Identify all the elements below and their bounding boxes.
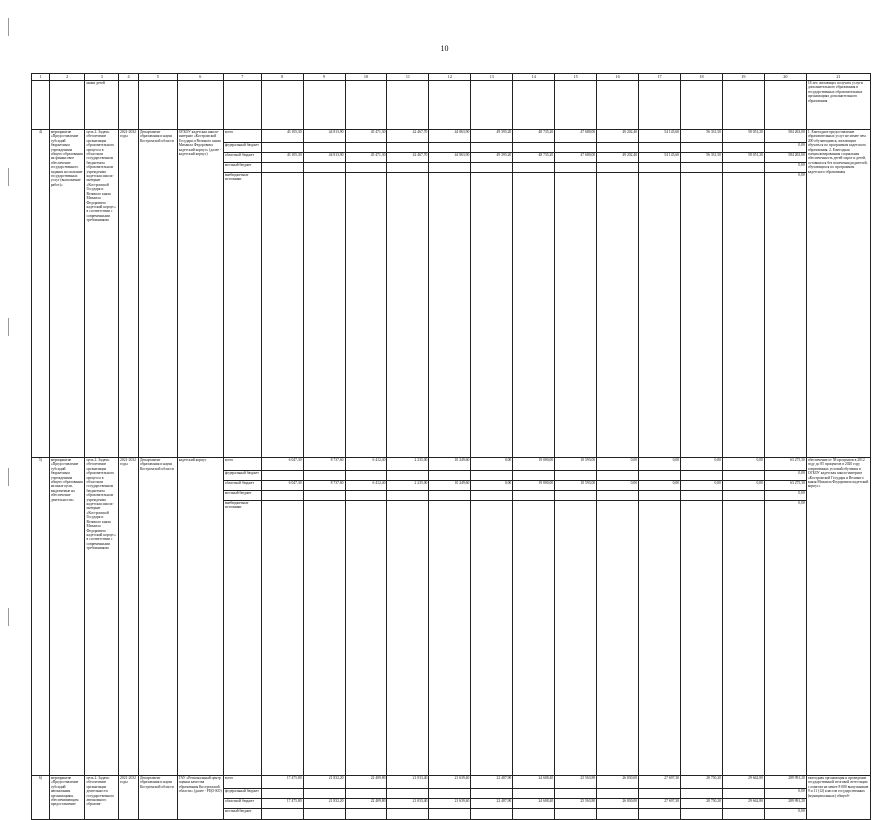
amount-cell (597, 143, 639, 153)
funding-source: всего (223, 458, 261, 471)
amount-cell: 6 047,30 (261, 458, 303, 471)
amount-cell (429, 173, 471, 458)
amount-cell: 0,00 (681, 481, 723, 491)
amount-cell (722, 471, 764, 481)
amount-cell: 21 639,40 (429, 776, 471, 789)
amount-cell (387, 163, 429, 173)
amount-cell: 0,00 (639, 481, 681, 491)
column-number: 13 (471, 74, 513, 81)
amount-cell (387, 501, 429, 776)
amount-cell: 56 331,50 (681, 153, 723, 163)
funding-source: всего (223, 130, 261, 143)
amount-cell (555, 491, 597, 501)
funding-source: местный бюджет (223, 163, 261, 173)
column-number: 6 (177, 74, 223, 81)
expected-result-cell: 1. Ежегодное предоставление образовательных услуг не менее чем 200 обучающимся, желающим обучаться по программам кадетского образования. 2. Ежегодная специализированная социальная обеспеченность детей-сирот и детей, оставшихся без попечения родителей, обучающихся по программам кадетского образования (806, 130, 870, 458)
amount-cell (639, 143, 681, 153)
amount-cell (513, 501, 555, 776)
amount-cell: 58 051,20 (722, 130, 764, 143)
amount-cell: 2 235,00 (387, 481, 429, 491)
column-number: 4 (119, 74, 139, 81)
funding-source: областной бюджет (223, 481, 261, 491)
amount-cell (639, 789, 681, 799)
amount-cell (513, 809, 555, 820)
amount-cell: 42 467,70 (387, 153, 429, 163)
amount-cell: 22 409,80 (345, 776, 387, 789)
amount-cell: 54 145,60 (639, 153, 681, 163)
amount-cell (429, 809, 471, 820)
amount-cell: 0,00 (597, 458, 639, 471)
amount-cell: 54 145,60 (639, 130, 681, 143)
expected-result-cell: ежегодная организация и проведение государственной итоговой аттестации с охватом не менее 8 000 выпускников 9 и 11 (12) классов государственных (муниципальных) общеоб- (806, 776, 870, 820)
result-cell: 18 лет, желающих получать услуги дополнительного образования в государственных образовательных организациях дополнительного образования (806, 81, 870, 130)
amount-cell: 21 832,20 (303, 776, 345, 789)
amount-cell (681, 501, 723, 776)
amount-cell (261, 809, 303, 820)
amount-cell (471, 809, 513, 820)
table-row (32, 458, 871, 471)
margin-mark (8, 168, 9, 186)
column-number: 10 (345, 74, 387, 81)
amount-cell (303, 809, 345, 820)
amount-cell (555, 471, 597, 481)
column-number: 14 (513, 74, 555, 81)
margin-mark (8, 468, 9, 486)
column-number: 7 (223, 74, 261, 81)
amount-cell (429, 163, 471, 173)
amount-cell: 21 033,40 (387, 799, 429, 809)
amount-cell: 26 830,00 (597, 776, 639, 789)
amount-cell: 47 680,00 (555, 153, 597, 163)
amount-cell: 49 202,40 (597, 153, 639, 163)
task-text-cell: цель 2. Задача: обеспечение организации деятельности государственного автономного образова- (85, 776, 119, 820)
amount-cell: 10 593,00 (555, 481, 597, 491)
amount-cell: 6 412,40 (345, 458, 387, 471)
amount-cell: 49 202,40 (597, 130, 639, 143)
amount-cell (513, 471, 555, 481)
amount-cell: 44 813,90 (303, 130, 345, 143)
amount-cell: 28 750,20 (681, 799, 723, 809)
amount-cell: 49 395,20 (471, 130, 513, 143)
amount-cell (597, 163, 639, 173)
column-number: 3 (85, 74, 119, 81)
amount-cell: 0,00 (764, 143, 806, 153)
amount-cell (722, 491, 764, 501)
amount-cell (681, 173, 723, 458)
amount-cell: 45 471,30 (345, 153, 387, 163)
amount-cell (303, 163, 345, 173)
amount-cell: 8 737,60 (303, 458, 345, 471)
funding-source: федеральный бюджет (223, 789, 261, 799)
amount-cell (261, 471, 303, 481)
column-number: 18 (681, 74, 723, 81)
program-table (31, 73, 871, 820)
amount-cell: 29 662,80 (722, 799, 764, 809)
amount-cell (597, 173, 639, 458)
amount-cell (722, 163, 764, 173)
amount-cell: 0,00 (471, 481, 513, 491)
amount-cell (681, 789, 723, 799)
amount-cell (471, 501, 513, 776)
amount-cell: 58 051,20 (722, 153, 764, 163)
amount-cell (555, 789, 597, 799)
amount-cell: 47 680,00 (555, 130, 597, 143)
amount-cell (387, 173, 429, 458)
amount-cell: 0,00 (764, 163, 806, 173)
column-number: 20 (764, 74, 806, 81)
funding-source: федеральный бюджет (223, 143, 261, 153)
amount-cell (387, 809, 429, 820)
amount-cell (722, 143, 764, 153)
column-number: 8 (261, 74, 303, 81)
amount-cell (681, 471, 723, 481)
amount-cell (513, 163, 555, 173)
executor-cell: кадетский корпус (177, 458, 223, 776)
amount-cell: 56 331,50 (681, 130, 723, 143)
funding-source: местный бюджет (223, 491, 261, 501)
amount-cell: 0,00 (764, 789, 806, 799)
amount-cell: 63 275,30 (764, 481, 806, 491)
amount-cell (471, 143, 513, 153)
amount-cell: 584 263,00 (764, 130, 806, 143)
task-text-cell: цель 2. Задача: обеспечение организации образовательного процесса в областном государственном бюджетном образовательном учреждении кадетская школа-интернат «Костромской Государя и Великого князя Михаила Федоровича кадетский корпус» в соответствии с современными требованиями (85, 130, 119, 458)
amount-cell: 0,00 (722, 458, 764, 471)
amount-cell: 8 737,60 (303, 481, 345, 491)
amount-cell (429, 471, 471, 481)
amount-cell: 19 000,00 (513, 481, 555, 491)
amount-cell (471, 173, 513, 458)
amount-cell (722, 809, 764, 820)
column-number-row (32, 74, 871, 81)
amount-cell: 0,00 (764, 173, 806, 458)
amount-cell: 24 608,40 (513, 776, 555, 789)
amount-cell (429, 491, 471, 501)
column-number: 5 (138, 74, 177, 81)
amount-cell: 0,00 (471, 458, 513, 471)
column-number: 11 (387, 74, 429, 81)
amount-cell (513, 789, 555, 799)
amount-cell: 25 563,80 (555, 776, 597, 789)
amount-cell: 0,00 (764, 491, 806, 501)
executor-cell: ОГБОУ кадетская школа-интернат «Костромской Государя и Великого князя Михаила Федоровича кадетский корпус» (далее - кадетский корпус) (177, 130, 223, 458)
amount-cell (471, 491, 513, 501)
amount-cell (597, 789, 639, 799)
margin-mark (8, 608, 9, 626)
column-number: 9 (303, 74, 345, 81)
amount-cell (722, 173, 764, 458)
amount-cell (681, 143, 723, 153)
amount-cell: 10 593,00 (555, 458, 597, 471)
amount-cell (429, 501, 471, 776)
amount-cell: 17 475,80 (261, 776, 303, 789)
amount-cell (597, 471, 639, 481)
amount-cell (513, 173, 555, 458)
amount-cell: 21 832,20 (303, 799, 345, 809)
amount-cell: 10 249,60 (429, 481, 471, 491)
amount-cell: 24 608,40 (513, 799, 555, 809)
amount-cell: 48 735,20 (513, 153, 555, 163)
amount-cell (387, 143, 429, 153)
column-number: 12 (429, 74, 471, 81)
amount-cell (639, 491, 681, 501)
amount-cell: 29 662,80 (722, 776, 764, 789)
amount-cell (681, 163, 723, 173)
amount-cell (261, 173, 303, 458)
amount-cell: 22 487,90 (471, 799, 513, 809)
amount-cell (555, 143, 597, 153)
amount-cell: 10 249,60 (429, 458, 471, 471)
amount-cell: 0,00 (597, 481, 639, 491)
amount-cell: 63 275,30 (764, 458, 806, 471)
executor-cell: ГАУ «Региональный центр оценки качества образования Костромской области» (далее - РЦО-КО) (177, 776, 223, 820)
amount-cell: 0,00 (639, 458, 681, 471)
amount-cell: 21 639,40 (429, 799, 471, 809)
event-name-cell: мероприятие «Предоставление субсидий бюджетным учреждениям общего образования на финансовое обеспечение государственного задания на оказание государственных услуг (выполнение работ)» (49, 130, 85, 458)
amount-cell (345, 471, 387, 481)
amount-cell: 289 991,20 (764, 776, 806, 789)
amount-cell (722, 501, 764, 776)
amount-cell (555, 163, 597, 173)
column-number: 19 (722, 74, 764, 81)
amount-cell: 6 412,40 (345, 481, 387, 491)
table-row (32, 776, 871, 789)
amount-cell: 49 395,20 (471, 153, 513, 163)
funding-source: всего (223, 776, 261, 789)
amount-cell (261, 163, 303, 173)
funding-source: местный бюджет (223, 809, 261, 820)
amount-cell (681, 809, 723, 820)
event-name-cell: мероприятие «Предоставление субсидий автономным организациям, обеспечивающим предоставление (49, 776, 85, 820)
funding-source: внебюджетные источники (223, 173, 261, 458)
amount-cell: 48 735,20 (513, 130, 555, 143)
amount-cell (345, 143, 387, 153)
coordinator-cell: Департамент образования и науки Костромской области (138, 458, 177, 776)
row-number-cell: 4) (32, 130, 50, 458)
margin-mark (8, 18, 9, 36)
table-body (32, 74, 871, 820)
amount-cell: 42 467,70 (387, 130, 429, 143)
amount-cell (345, 173, 387, 458)
amount-cell: 43 105,30 (261, 153, 303, 163)
amount-cell (429, 789, 471, 799)
amount-cell (639, 163, 681, 173)
row-number-cell: 6) (32, 776, 50, 820)
amount-cell (303, 173, 345, 458)
amount-cell: 0,00 (722, 481, 764, 491)
amount-cell (345, 163, 387, 173)
amount-cell (303, 789, 345, 799)
amount-cell: 27 697,30 (639, 776, 681, 789)
years-cell: 2021-2032 годы (119, 776, 139, 820)
amount-cell (513, 143, 555, 153)
amount-cell: 27 697,30 (639, 799, 681, 809)
amount-cell (639, 501, 681, 776)
amount-cell (513, 491, 555, 501)
amount-cell (429, 143, 471, 153)
amount-cell: 22 409,80 (345, 799, 387, 809)
amount-cell (471, 163, 513, 173)
column-number: 2 (49, 74, 85, 81)
amount-cell (681, 491, 723, 501)
page-number: 10 (440, 44, 449, 53)
amount-cell: 0,00 (681, 458, 723, 471)
amount-cell (597, 501, 639, 776)
coordinator-cell: Департамент образования и науки Костромской области (138, 130, 177, 458)
amount-cell: 0,00 (764, 809, 806, 820)
amount-cell (555, 173, 597, 458)
amount-cell (345, 809, 387, 820)
funding-source: федеральный бюджет (223, 471, 261, 481)
amount-cell: 0,00 (764, 501, 806, 776)
funding-source: областной бюджет (223, 799, 261, 809)
amount-cell (303, 143, 345, 153)
task-cell: ными детей (85, 81, 119, 130)
amount-cell (303, 491, 345, 501)
amount-cell (639, 809, 681, 820)
column-number: 17 (639, 74, 681, 81)
amount-cell (261, 501, 303, 776)
amount-cell: 28 750,20 (681, 776, 723, 789)
amount-cell: 43 105,30 (261, 130, 303, 143)
amount-cell (387, 491, 429, 501)
amount-cell: 19 000,00 (513, 458, 555, 471)
amount-cell (555, 501, 597, 776)
funding-source: внебюджетные источники (223, 501, 261, 776)
amount-cell: 17 475,80 (261, 799, 303, 809)
amount-cell: 2 235,00 (387, 458, 429, 471)
table-row (32, 130, 871, 143)
amount-cell: 44 863,90 (429, 130, 471, 143)
years-cell: 2021-2032 годы (119, 130, 139, 458)
amount-cell: 289 991,20 (764, 799, 806, 809)
amount-cell (261, 491, 303, 501)
years-cell: 2021-2032 годы (119, 458, 139, 776)
amount-cell (303, 471, 345, 481)
amount-cell: 21 033,40 (387, 776, 429, 789)
amount-cell (261, 789, 303, 799)
amount-cell (722, 789, 764, 799)
funding-source: областной бюджет (223, 153, 261, 163)
column-number: 16 (597, 74, 639, 81)
amount-cell: 25 563,80 (555, 799, 597, 809)
margin-mark (8, 318, 9, 336)
amount-cell (345, 789, 387, 799)
amount-cell: 22 487,90 (471, 776, 513, 789)
expected-result-cell: обеспечение от 58 процентов в 2012 году до 85 процентов в 2020 году современных условий обучения в ОГБОУ кадетская школа-интернат «Костромской Государя и Великого князя Михаила Федоровича кадетский корпус» (806, 458, 870, 776)
amount-cell: 26 830,00 (597, 799, 639, 809)
amount-cell: 44 863,90 (429, 153, 471, 163)
amount-cell (345, 501, 387, 776)
amount-cell (261, 143, 303, 153)
amount-cell: 584 263,00 (764, 153, 806, 163)
amount-cell (387, 471, 429, 481)
amount-cell (471, 789, 513, 799)
amount-cell: 0,00 (764, 471, 806, 481)
coordinator-cell: Департамент образования и науки Костромской области (138, 776, 177, 820)
amount-cell (387, 789, 429, 799)
amount-cell (639, 173, 681, 458)
amount-cell (303, 501, 345, 776)
amount-cell: 6 047,30 (261, 481, 303, 491)
column-number: 21 (806, 74, 870, 81)
column-number: 1 (32, 74, 50, 81)
continuation-row (32, 81, 871, 130)
amount-cell (597, 809, 639, 820)
amount-cell (555, 809, 597, 820)
amount-cell (345, 491, 387, 501)
column-number: 15 (555, 74, 597, 81)
amount-cell (639, 471, 681, 481)
event-name-cell: мероприятие «Предоставление субсидий бюджетным учреждениям общего образования на иные цели, выделяемые на обеспечение деятельности» (49, 458, 85, 776)
amount-cell (597, 491, 639, 501)
amount-cell: 44 813,90 (303, 153, 345, 163)
task-text-cell: цель 2. Задача: обеспечение организации образовательного процесса в областном государственном бюджетном образовательном учреждении кадетская школа-интернат «Костромской Государя и Великого князя Михаила Федоровича кадетский корпус» в соответствии с современными требованиями (85, 458, 119, 776)
amount-cell: 45 471,30 (345, 130, 387, 143)
row-number-cell: 5) (32, 458, 50, 776)
amount-cell (471, 471, 513, 481)
